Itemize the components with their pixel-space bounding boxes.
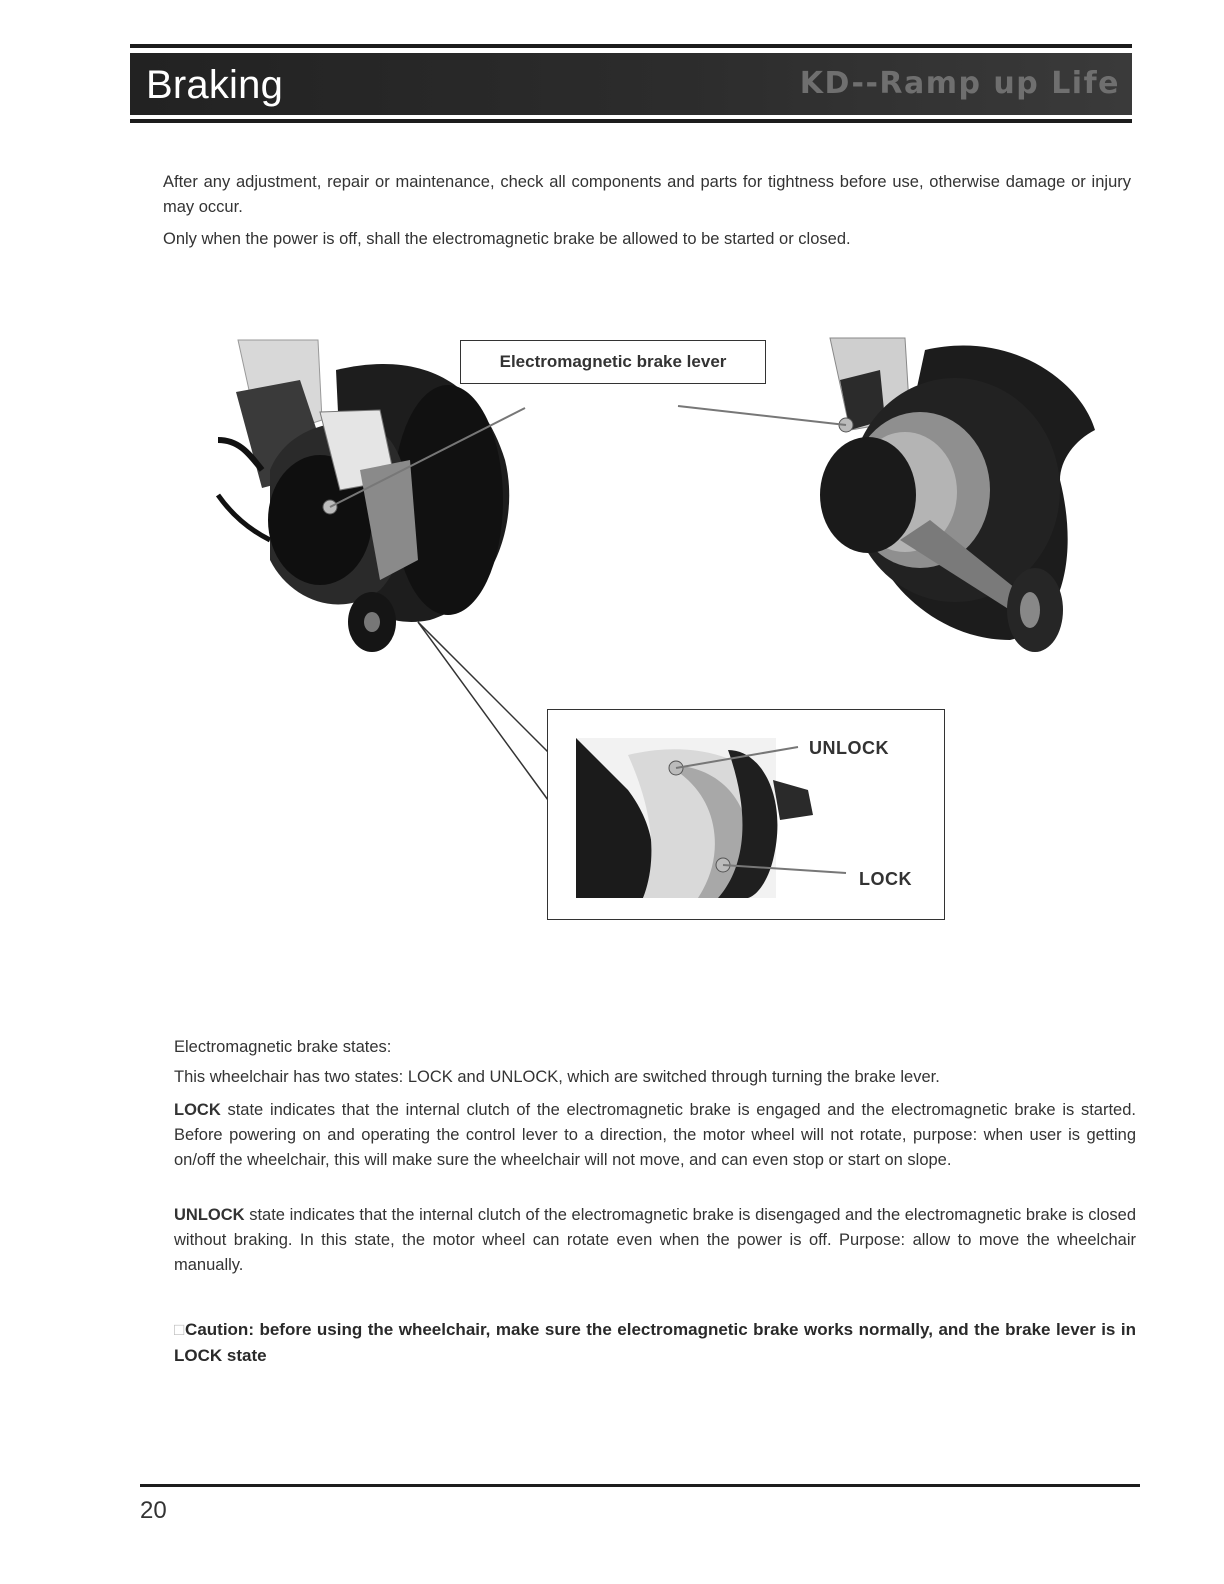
- callout-leader-right: [678, 406, 846, 425]
- lock-term: LOCK: [174, 1101, 221, 1119]
- caution-text: Caution: before using the wheelchair, make sure the electromagnetic brake works normally, and the brake lever is in LOCK state: [174, 1320, 1136, 1365]
- states-intro: This wheelchair has two states: LOCK and UNLOCK, which are switched through turning the brake lever.: [174, 1068, 940, 1086]
- brake-detail-box: [547, 709, 945, 920]
- zoom-line-lower: [418, 622, 548, 800]
- caution-marker: □: [174, 1320, 186, 1339]
- left-wheel-photo: [218, 340, 509, 652]
- intro-paragraph-1: After any adjustment, repair or maintenance, check all components and parts for tightness before use, otherwise damage or injury may occur.: [163, 173, 1131, 216]
- right-wheel-photo: [820, 338, 1095, 652]
- unlock-term: UNLOCK: [174, 1206, 245, 1224]
- page-number: 20: [140, 1497, 167, 1524]
- intro-paragraph-2: Only when the power is off, shall the electromagnetic brake be allowed to be started or closed.: [163, 230, 851, 248]
- unlock-description: [174, 1203, 1136, 1278]
- page-title: Braking: [146, 63, 284, 107]
- caution-note: [174, 1317, 1136, 1369]
- zoom-line-upper: [418, 622, 548, 752]
- lock-text: state indicates that the internal clutch of the electromagnetic brake is engaged and the electromagnetic brake is started. Before powering on and operating the control lever to a direction, the motor wheel will not rotate, purpose: when user is getting on/off the wheelchair, this will make sure the wheelchair will not move, and can even stop or start on slope.: [174, 1101, 1136, 1169]
- unlock-label: UNLOCK: [809, 738, 889, 758]
- footer-rule: [140, 1484, 1140, 1487]
- lock-description: [174, 1098, 1136, 1173]
- brand-tagline: KD--Ramp up Life: [799, 66, 1120, 101]
- unlock-text: state indicates that the internal clutch of the electromagnetic brake is disengaged and the electromagnetic brake is closed without braking. In this state, the motor wheel can rotate even when the power is off. Purpose: allow to move the wheelchair manually.: [174, 1206, 1136, 1274]
- brake-lever-callout: Electromagnetic brake lever: [460, 340, 766, 384]
- states-heading: Electromagnetic brake states:: [174, 1038, 392, 1056]
- lock-label: LOCK: [859, 869, 912, 889]
